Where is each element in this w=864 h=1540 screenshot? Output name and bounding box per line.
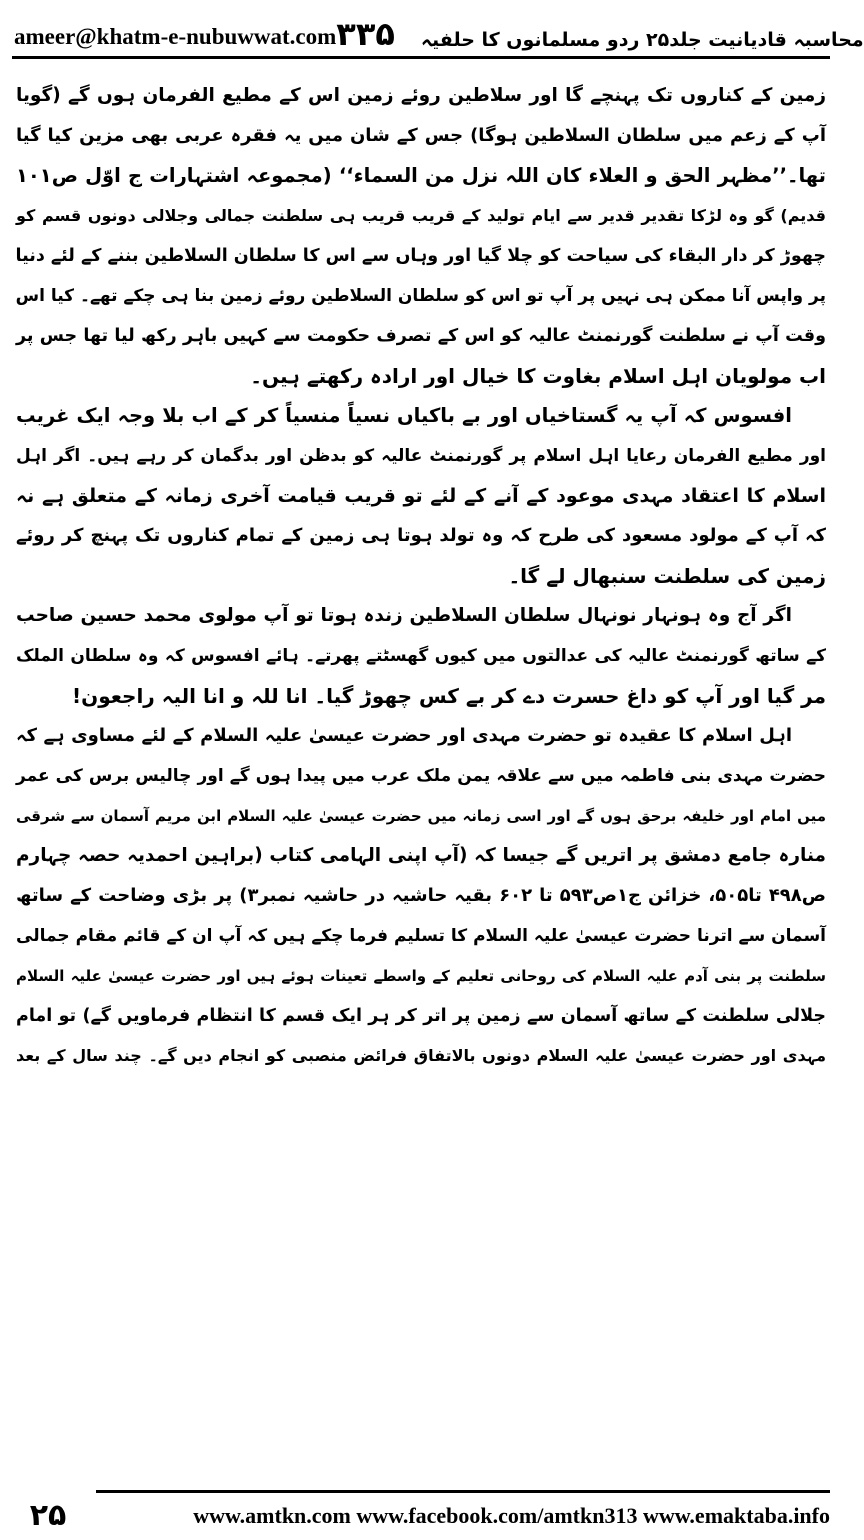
footer-page-number: ۲۵ xyxy=(29,1498,67,1533)
text-line: منارہ جامع دمشق پر اتریں گے جیسا کہ (آپ اپنی الہامی کتاب (براہین احمدیہ حصہ چہارم xyxy=(16,845,826,866)
text-line: ص۴۹۸ تا۵۰۵، خزائن ج۱ص۵۹۳ تا ۶۰۲ بقیہ حاشیہ در حاشیہ نمبر۳) پر بڑی وضاحت کے ساتھ xyxy=(16,885,826,906)
text-line: حضرت مہدی بنی فاطمہ میں سے علاقہ یمن ملک عرب میں پیدا ہوں گے اور چالیس برس کی عمر xyxy=(16,766,826,786)
text-line: چھوڑ کر دار البقاء کی سیاحت کو چلا گیا اور وہاں سے اس کا سلطان السلاطین بننے کے لئے دنیا xyxy=(15,246,826,266)
text-line: مر گیا اور آپ کو داغ حسرت دے کر بے کس چھوڑ گیا۔ انا للہ و انا الیہ راجعون! xyxy=(72,684,826,708)
text-line: افسوس کہ آپ یہ گستاخیاں اور بے باکیاں نسیاً منسیاً کر کے اب بلا وجہ ایک غریب xyxy=(16,404,792,427)
page-footer xyxy=(12,1494,830,1538)
header-page-number: ۳۳۵ xyxy=(336,15,395,53)
text-line: اسلام کا اعتقاد مہدی موعود کے آنے کے لئے تو قریب قیامت آخری زمانہ کے متعلق ہے نہ xyxy=(16,485,826,507)
footer-links: www.amtkn.com www.facebook.com/amtkn313 www.emaktaba.info xyxy=(193,1503,830,1528)
text-line: مہدی اور حضرت عیسیٰ علیہ السلام دونوں بالاتفاق فرائض منصبی کو انجام دیں گے۔ چند سال کے بعد xyxy=(16,1046,826,1065)
text-line: وقت آپ نے سلطنت گورنمنٹ عالیہ کو اس کے تصرف حکومت سے کہیں باہر رکھ لیا تھا جس پر xyxy=(16,326,826,346)
header-title: محاسبہ قادیانیت جلد۲۵ ردو مسلمانوں کا حلفیہ xyxy=(420,29,864,51)
text-line: قدیم) گو وہ لڑکا تقدیر قدیر سے ایام تولید کے قریب قریب ہی سلطنت جمالی وجلالی دونوں قسم کو xyxy=(16,206,826,225)
text-line: اور مطیع الفرمان رعایا اہل اسلام پر گورنمنٹ عالیہ کو بدظن اور بدگمان کر رہے ہیں۔ اگر اہل xyxy=(16,446,826,466)
text-line: اہل اسلام کا عقیدہ تو حضرت مہدی اور حضرت عیسیٰ علیہ السلام کے لئے مساوی ہے کہ xyxy=(16,725,792,746)
text-line: جلالی سلطنت کے ساتھ آسمان سے زمین پر اتر کر ہر ایک قسم کا انتظام فرماویں گے) تو امام xyxy=(16,1006,826,1026)
text-line: زمین کے کناروں تک پہنچے گا اور سلاطین روئے زمین اس کے مطیع الفرمان ہوں گے (گویا xyxy=(16,85,826,106)
header-divider xyxy=(12,56,830,59)
header-right xyxy=(336,15,864,58)
text-line: کہ آپ کے مولود مسعود کی طرح کہ وہ تولد ہوتا ہی زمین کے تمام کناروں تک پہنچ کر روئے xyxy=(16,525,826,546)
text-line: آسمان سے اترنا حضرت عیسیٰ علیہ السلام کا تسلیم فرما چکے ہیں کہ آپ ان کے قائم مقام جمالی xyxy=(16,926,826,946)
page-header xyxy=(14,6,864,58)
body-text xyxy=(16,76,826,1456)
text-line: اب مولویان اہل اسلام بغاوت کا خیال اور ارادہ رکھتے ہیں۔ xyxy=(250,364,826,388)
text-line: پر واپس آنا ممکن ہی نہیں پر آپ تو اس کو سلطان السلاطین روئے زمین بنا ہی چکے تھے۔ کیا اس xyxy=(15,286,826,306)
text-line: زمین کی سلطنت سنبھال لے گا۔ xyxy=(508,564,826,588)
text-line: میں امام اور خلیفہ برحق ہوں گے اور اسی زمانہ میں حضرت عیسیٰ علیہ السلام ابن مریم آسمان سے شرقی xyxy=(16,807,826,825)
text-line: آپ کے زعم میں سلطان السلاطین ہوگا) جس کے شان میں یہ فقرہ عربی بھی مزین کیا گیا xyxy=(16,125,826,146)
footer-divider xyxy=(96,1490,830,1493)
text-line: تھا۔’’مظہر الحق و العلاء کان اللہ نزل من السماء‘‘ (مجموعہ اشتہارات ج اوّل ص۱۰۱ xyxy=(16,164,826,187)
text-line: اگر آج وہ ہونہار نونہال سلطان السلاطین زندہ ہوتا تو آپ مولوی محمد حسین صاحب xyxy=(16,605,792,626)
text-line: سلطنت پر بنی آدم علیہ السلام کی روحانی تعلیم کے واسطے تعینات ہوئے ہیں اور حضرت عیسیٰ علیہ السلام xyxy=(16,967,826,985)
text-line: کے ساتھ گورنمنٹ عالیہ کی عدالتوں میں کیوں گھسٹتے پھرتے۔ ہائے افسوس کہ وہ سلطان الملک xyxy=(16,646,826,666)
header-email: ameer@khatm-e-nubuwwat.com xyxy=(14,24,337,49)
